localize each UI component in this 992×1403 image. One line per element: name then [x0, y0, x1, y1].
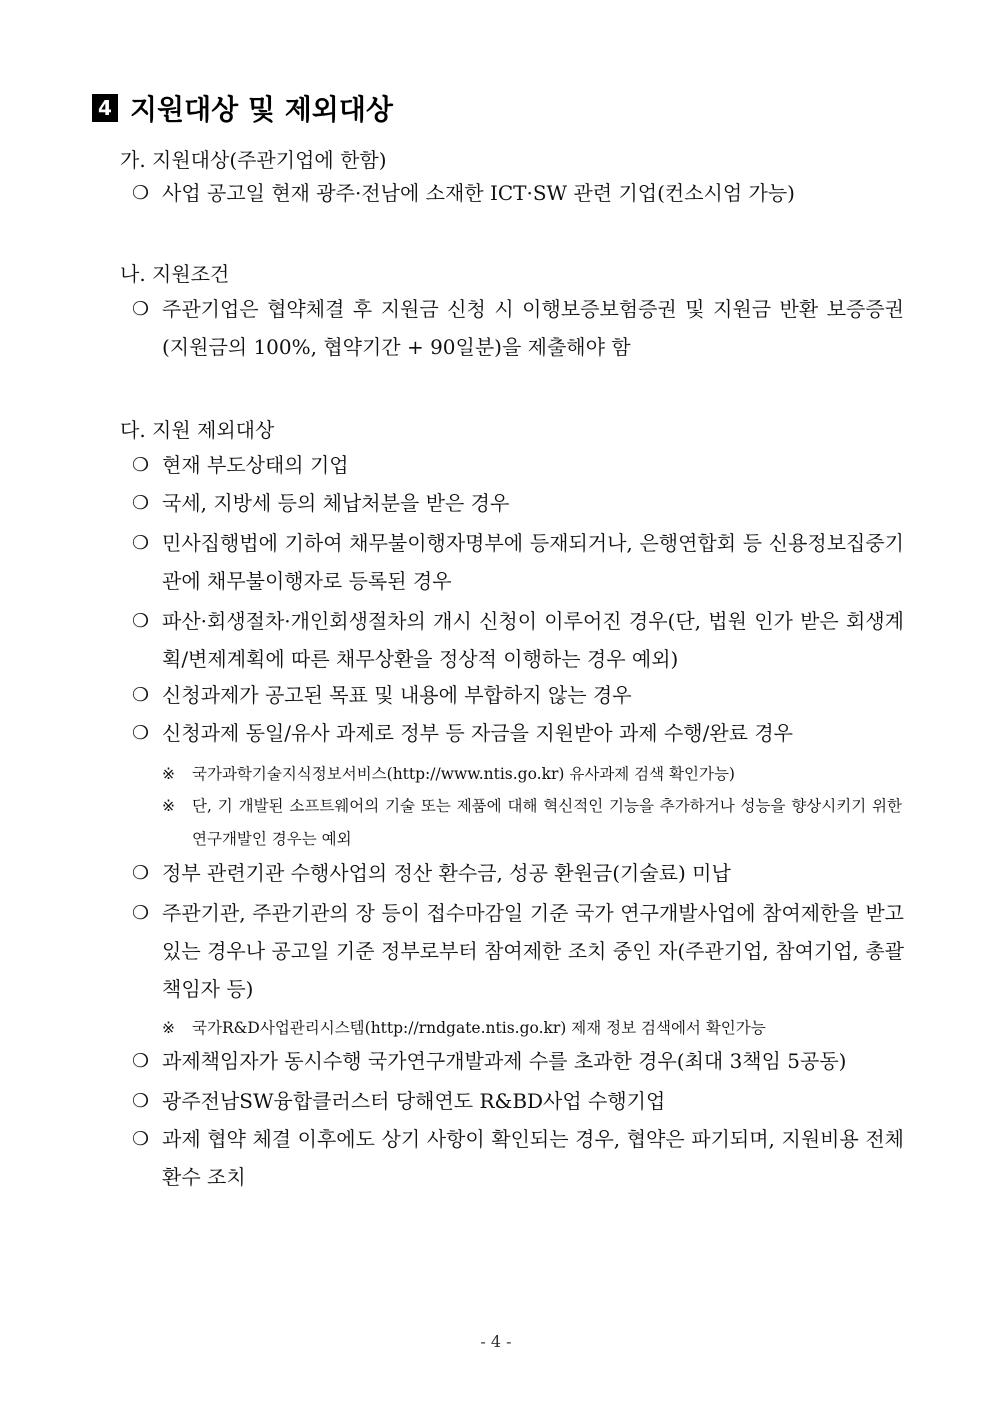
- bullet-circle-icon: ❍: [132, 454, 150, 476]
- reference-mark-icon: ※: [162, 797, 175, 815]
- list-item: [132, 714, 904, 752]
- list-item-text: 과제 협약 체결 이후에도 상기 사항이 확인되는 경우, 협약은 파기되며, 지원비용 전체 환수 조치: [162, 1127, 904, 1189]
- list-item-text: 신청과제가 공고된 목표 및 내용에 부합하지 않는 경우: [162, 683, 632, 707]
- list-item-text: 민사집행법에 기하여 채무불이행자명부에 등재되거나, 은행연합회 등 신용정보집중기관에 채무불이행자로 등록된 경우: [162, 531, 904, 593]
- list-item: [132, 854, 904, 892]
- note-text: 국가R&D사업관리시스템(http://rndgate.ntis.go.kr) 제재 정보 검색에서 확인가능: [192, 1019, 766, 1037]
- subsection-label-da: 다. 지원 제외대상: [120, 418, 275, 442]
- note-item: [162, 1012, 902, 1045]
- list-item: [132, 1120, 904, 1196]
- bullet-circle-icon: ❍: [132, 1050, 150, 1072]
- subsection-label-ga: 가. 지원대상(주관기업에 한함): [120, 148, 387, 172]
- section-heading: [92, 88, 393, 128]
- list-item: [132, 894, 904, 1008]
- bullet-circle-icon: ❍: [132, 862, 150, 884]
- list-item: [132, 484, 904, 522]
- list-item: [132, 602, 904, 678]
- note-item: [162, 758, 902, 791]
- list-item-text: 광주전남SW융합클러스터 당해연도 R&BD사업 수행기업: [162, 1089, 666, 1113]
- list-item: [132, 524, 904, 600]
- list-item-text: 주관기업은 협약체결 후 지원금 신청 시 이행보증보험증권 및 지원금 반환 보증증권(지원금의 100%, 협약기간 + 90일분)을 제출해야 함: [162, 297, 904, 359]
- note-text: 국가과학기술지식정보서비스(http://www.ntis.go.kr) 유사과제 검색 확인가능): [192, 765, 735, 783]
- list-item: [132, 1042, 904, 1080]
- bullet-circle-icon: ❍: [132, 610, 150, 632]
- list-item-text: 국세, 지방세 등의 체납처분을 받은 경우: [162, 491, 510, 515]
- section-number-box: 4: [92, 94, 118, 122]
- bullet-circle-icon: ❍: [132, 684, 150, 706]
- page-number: - 4 -: [480, 1332, 512, 1351]
- note-item: [162, 790, 902, 856]
- bullet-circle-icon: ❍: [132, 722, 150, 744]
- list-item-text: 사업 공고일 현재 광주·전남에 소재한 ICT·SW 관련 기업(컨소시엄 가능): [162, 181, 795, 205]
- bullet-circle-icon: ❍: [132, 1128, 150, 1150]
- bullet-circle-icon: ❍: [132, 492, 150, 514]
- bullet-circle-icon: ❍: [132, 902, 150, 924]
- reference-mark-icon: ※: [162, 1019, 175, 1037]
- list-item: [132, 676, 904, 714]
- reference-mark-icon: ※: [162, 765, 175, 783]
- list-item-text: 현재 부도상태의 기업: [162, 453, 349, 477]
- bullet-circle-icon: ❍: [132, 182, 150, 204]
- list-item: [132, 446, 904, 484]
- list-item-text: 파산·회생절차·개인회생절차의 개시 신청이 이루어진 경우(단, 법원 인가 받은 회생계획/변제계획에 따른 채무상환을 정상적 이행하는 경우 예외): [162, 609, 904, 671]
- note-text: 단, 기 개발된 소프트웨어의 기술 또는 제품에 대해 혁신적인 기능을 추가하거나 성능을 향상시키기 위한 연구개발인 경우는 예외: [192, 797, 902, 848]
- list-item: [132, 174, 904, 212]
- list-item-text: 정부 관련기관 수행사업의 정산 환수금, 성공 환원금(기술료) 미납: [162, 861, 731, 885]
- subsection-label-na: 나. 지원조건: [120, 262, 230, 286]
- section-title: 지원대상 및 제외대상: [130, 93, 393, 126]
- list-item: [132, 290, 904, 366]
- list-item: [132, 1082, 904, 1120]
- bullet-circle-icon: ❍: [132, 298, 150, 320]
- list-item-text: 과제책임자가 동시수행 국가연구개발과제 수를 초과한 경우(최대 3책임 5공동): [162, 1049, 847, 1073]
- bullet-circle-icon: ❍: [132, 532, 150, 554]
- list-item-text: 신청과제 동일/유사 과제로 정부 등 자금을 지원받아 과제 수행/완료 경우: [162, 721, 793, 745]
- bullet-circle-icon: ❍: [132, 1090, 150, 1112]
- list-item-text: 주관기관, 주관기관의 장 등이 접수마감일 기준 국가 연구개발사업에 참여제한을 받고 있는 경우나 공고일 기준 정부로부터 참여제한 조치 중인 자(주관기업, 참여기업, 총괄책임자 등): [162, 901, 904, 1001]
